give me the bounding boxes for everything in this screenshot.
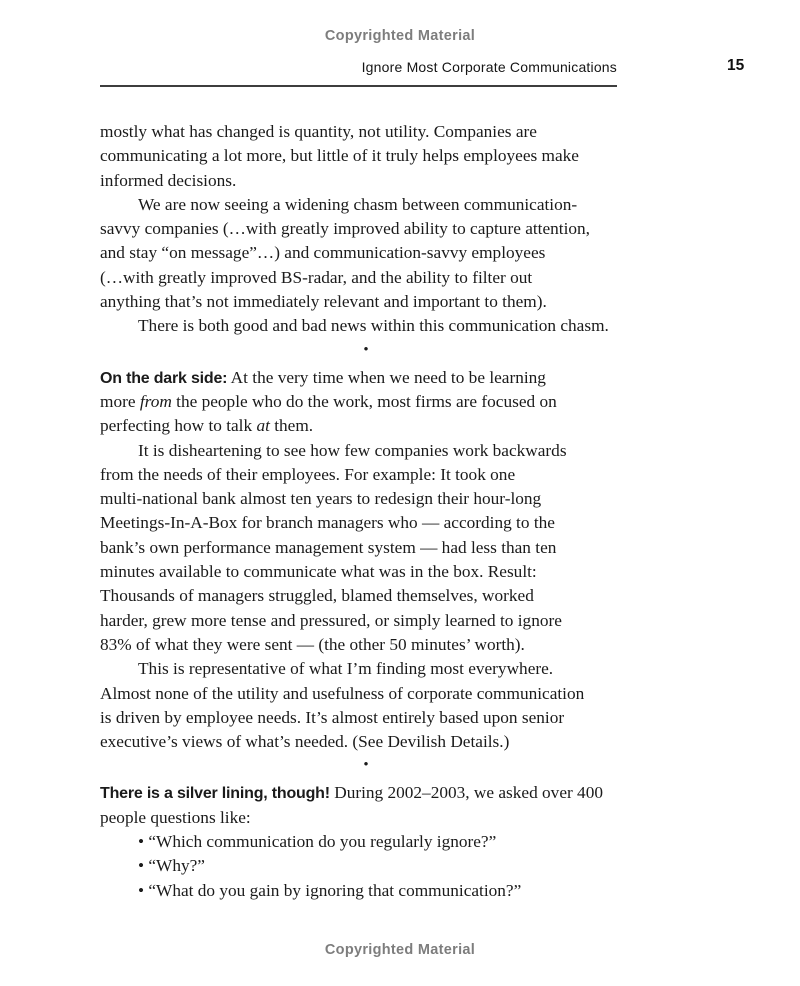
text-segment: informed decisions.: [100, 170, 237, 190]
text-segment: is driven by employee needs. It’s almost entirely based upon senior: [100, 707, 565, 727]
paragraph-bank-example: [100, 439, 645, 658]
text-line: [100, 879, 645, 903]
italic-text: at: [256, 416, 270, 436]
text-segment: bank’s own performance management system — had less than ten: [100, 537, 557, 557]
text-segment: This is representative of what I’m finding most everywhere.: [138, 659, 554, 679]
text-line: [100, 633, 645, 657]
watermark-top: Copyrighted Material: [324, 28, 476, 44]
text-segment: harder, grew more tense and pressured, or simply learned to ignore: [100, 610, 562, 630]
text-segment: • “Which communication do you regularly ignore?”: [138, 832, 497, 852]
watermark-bottom: Copyrighted Material: [324, 942, 476, 958]
text-line: [100, 120, 645, 144]
text-line: [100, 314, 645, 338]
text-line: [100, 390, 645, 414]
text-line: [100, 730, 645, 754]
separator-bullet: •: [363, 757, 369, 774]
text-line: [100, 217, 645, 241]
running-head-title: Ignore Most Corporate Communications: [361, 59, 617, 75]
italic-text: from: [139, 391, 172, 411]
text-segment: them.: [269, 416, 314, 436]
text-segment: perfecting how to talk: [100, 416, 257, 436]
text-line: [100, 854, 645, 878]
text-line: [100, 241, 645, 265]
text-segment: people questions like:: [100, 807, 251, 827]
paragraph-silver-lining: [100, 781, 645, 830]
bold-lead: On the dark side:: [100, 369, 228, 387]
paragraph-widening-chasm: [100, 193, 645, 314]
text-segment: There is both good and bad news within this communication chasm.: [138, 316, 609, 336]
text-line: [100, 511, 645, 535]
text-segment: • “What do you gain by ignoring that communication?”: [138, 880, 522, 900]
text-line: [100, 781, 645, 805]
page-number: 15: [727, 57, 745, 74]
text-line: [100, 463, 645, 487]
text-line: [100, 414, 645, 438]
text-segment: 83% of what they were sent — (the other 50 minutes’ worth).: [100, 634, 525, 654]
text-line: [100, 609, 645, 633]
text-segment: mostly what has changed is quantity, not utility. Companies are: [100, 122, 537, 141]
text-line: [100, 830, 645, 854]
header-rule: [100, 85, 617, 87]
text-line: [100, 290, 645, 314]
paragraph-representative: [100, 657, 645, 754]
text-line: [100, 366, 645, 390]
text-line: [100, 657, 645, 681]
text-segment: It is disheartening to see how few companies work backwards: [138, 440, 567, 460]
text-line: [100, 266, 645, 290]
text-line: [100, 193, 645, 217]
text-segment: more: [100, 391, 140, 411]
paragraph-good-and-bad-news: [100, 314, 645, 338]
text-segment: savvy companies (…with greatly improved ability to capture attention,: [100, 219, 590, 239]
text-segment: Meetings-In-A-Box for branch managers who — according to the: [100, 513, 555, 533]
text-segment: At the very time when we need to be learning: [227, 367, 546, 387]
paragraph-dark-side: [100, 366, 645, 439]
text-line: [100, 169, 645, 193]
text-line: [100, 536, 645, 560]
text-line: [100, 560, 645, 584]
text-segment: (…with greatly improved BS-radar, and the ability to filter out: [100, 267, 533, 287]
text-line: [100, 584, 645, 608]
text-segment: Thousands of managers struggled, blamed themselves, worked: [100, 586, 534, 606]
bold-lead: There is a silver lining, though!: [100, 785, 330, 803]
text-segment: and stay “on message”…) and communication-savvy employees: [100, 243, 546, 263]
text-segment: executive’s views of what’s needed. (See Devilish Details.): [100, 732, 510, 752]
question-list: [100, 830, 645, 903]
paragraph-quantity: [100, 120, 645, 193]
text-segment: • “Why?”: [138, 856, 205, 876]
text-segment: Almost none of the utility and usefulness of corporate communication: [100, 683, 585, 703]
text-line: [100, 706, 645, 730]
text-segment: multi-national bank almost ten years to redesign their hour-long: [100, 489, 542, 509]
text-line: [100, 144, 645, 168]
page-body: [100, 120, 645, 903]
text-segment: During 2002–2003, we asked over 400: [329, 783, 603, 803]
text-line: [100, 439, 645, 463]
separator-bullet: •: [363, 341, 369, 358]
text-segment: minutes available to communicate what was in the box. Result:: [100, 562, 537, 582]
text-line: [100, 682, 645, 706]
text-segment: the people who do the work, most firms are focused on: [171, 391, 557, 411]
text-segment: We are now seeing a widening chasm between communication-: [138, 194, 578, 214]
text-segment: communicating a lot more, but little of it truly helps employees make: [100, 146, 579, 166]
text-line: [100, 806, 645, 830]
text-segment: from the needs of their employees. For example: It took one: [100, 464, 516, 484]
text-line: [100, 487, 645, 511]
text-segment: anything that’s not immediately relevant and important to them).: [100, 292, 547, 312]
